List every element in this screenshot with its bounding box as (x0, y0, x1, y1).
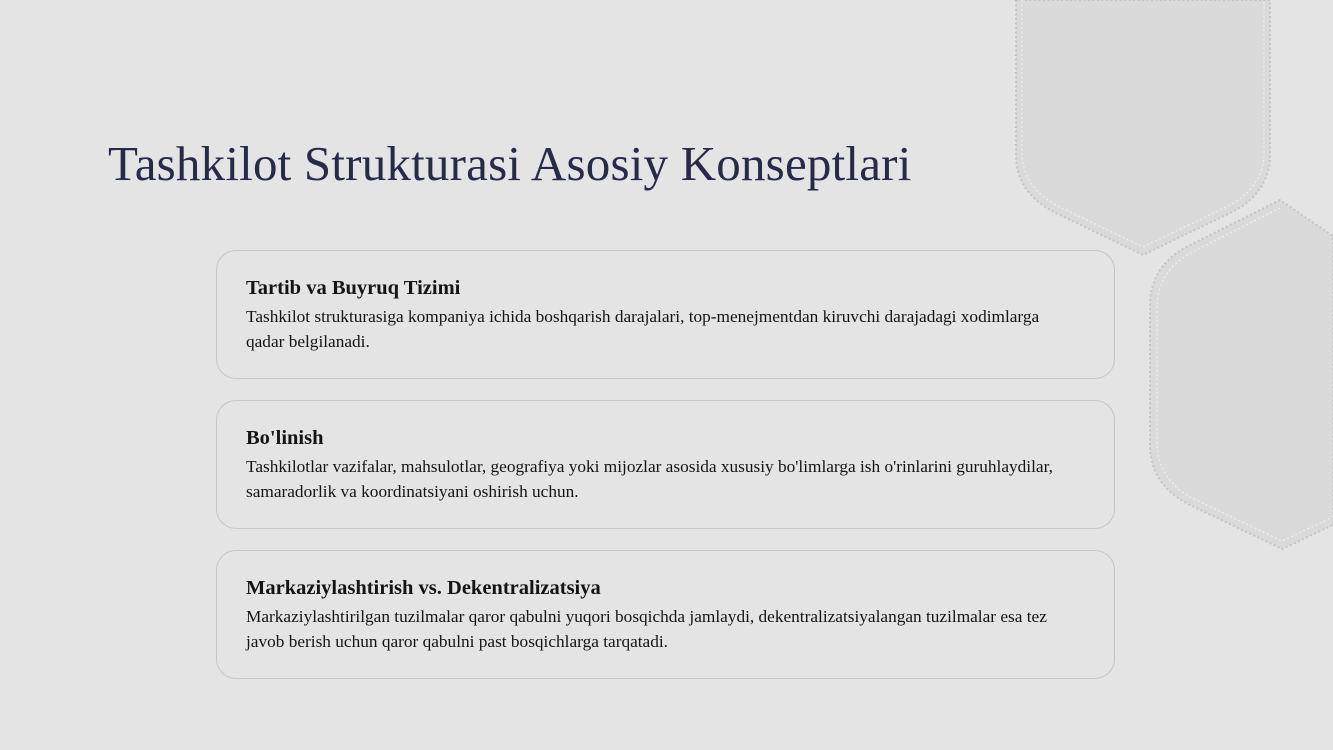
card-description: Tashkilotlar vazifalar, mahsulotlar, geografiya yoki mijozlar asosida xususiy bo'limlarga ish o'rinlarini guruhlaydilar, samaradorlik va koordinatsiyani oshirish uchun. (246, 457, 1053, 501)
concept-card-hierarchy (216, 250, 1115, 379)
card-title: Bo'linish (246, 427, 324, 449)
concept-card-centralization (216, 550, 1115, 679)
concept-card-division (216, 400, 1115, 529)
decorative-shield-shape-bottom (1150, 200, 1333, 549)
card-description: Markaziylashtirilgan tuzilmalar qaror qabulni yuqori bosqichda jamlaydi, dekentralizatsiyalangan tuzilmalar esa tez javob berish uchun qaror qabulni past bosqichlarga tarqatadi. (246, 607, 1047, 651)
card-title: Markaziylashtirish vs. Dekentralizatsiya (246, 577, 601, 599)
page-title: Tashkilot Strukturasi Asosiy Konseptlari (108, 136, 912, 191)
card-title: Tartib va Buyruq Tizimi (246, 277, 461, 299)
decorative-shield-shape-top (1016, 0, 1270, 255)
card-description: Tashkilot strukturasiga kompaniya ichida boshqarish darajalari, top-menejmentdan kiruvchi darajadagi xodimlarga qadar belgilanadi. (246, 307, 1040, 351)
